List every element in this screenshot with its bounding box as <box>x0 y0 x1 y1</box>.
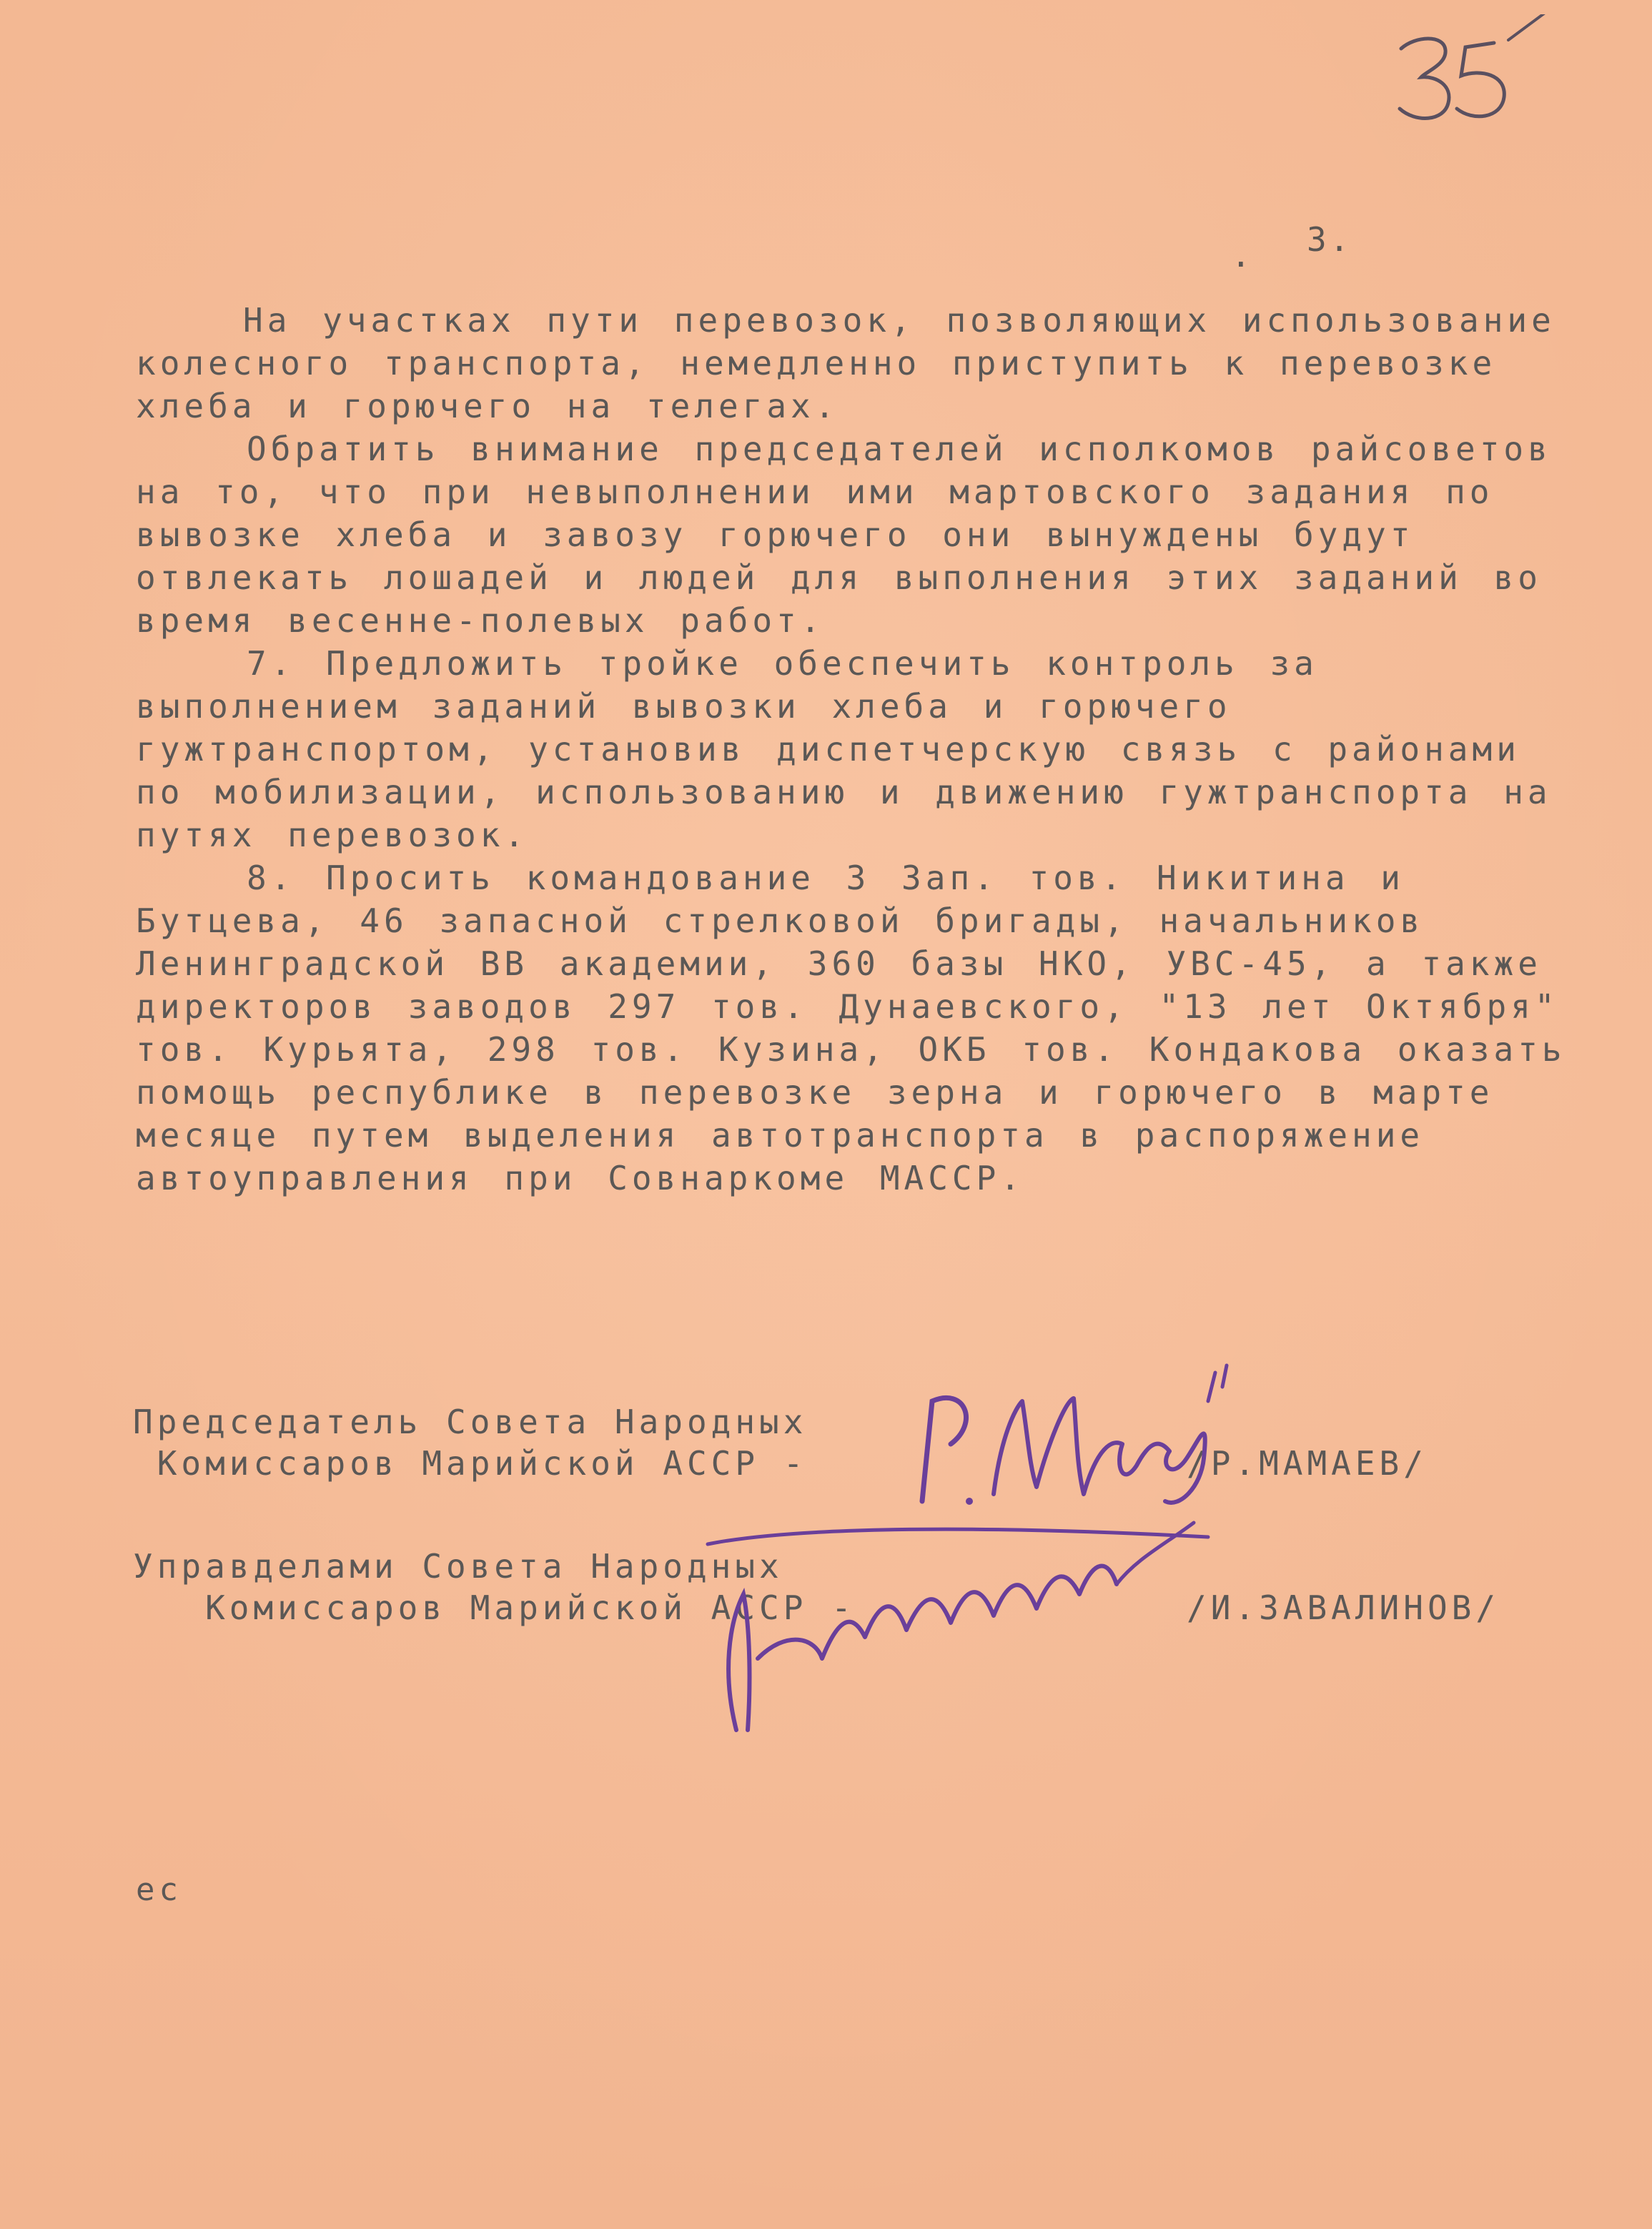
paragraph-wheeled-transport: На участках пути перевозок, позволяющих использование колесного транспорта, немедленно приступить к перевозке хлеба и горючего на телегах. <box>136 301 1555 425</box>
chair-title: Председатель Совета Народных Комиссаров Марийской АССР - <box>133 1403 808 1483</box>
paragraph-item-8: 8. Просить командование 3 Зап. тов. Никитина и Бутцева, 46 запасной стрелковой бригады, начальников Ленинградской ВВ академии, 360 базы НКО, УВС-45, а также директоров заводов 297 тов. Дунаевского, "13 лет Октября" тов. Курьята, 298 тов. Кузина, ОКБ тов. Кондакова оказать помощь республике в перевозке зерна и горючего в марте месяце путем выделения автотранспорта в распоряжение автоуправления при Совнаркоме МАССР. <box>136 859 1566 1197</box>
admin-title: Управделами Совета Народных Комиссаров Марийской АССР - <box>133 1547 856 1627</box>
paragraph-attention-chairmen: Обратить внимание председателей исполкомов райсоветов на то, что при невыполнении ими мартовского задания по вывозке хлеба и завозу горючего они вынуждены будут отвлекать лошадей и людей для выполнения этих заданий во время весенне-полевых работ. <box>136 430 1552 640</box>
paragraph-item-7: 7. Предложить тройке обеспечить контроль за выполнением заданий вывозки хлеба и горючего гужтранспортом, установив диспетчерскую связь с районами по мобилизации, использованию и движению гужтранспорта на путях перевозок. <box>136 644 1552 854</box>
signature-mamaev <box>908 1358 1280 1530</box>
handwritten-number-35 <box>1387 14 1558 143</box>
signature-zavalinov <box>679 1516 1265 1744</box>
chair-name: /Р.МАМАЕВ/ <box>1187 1444 1428 1483</box>
archive-sheet-number <box>1387 14 1558 143</box>
admin-name: /И.ЗАВАЛИНОВ/ <box>1187 1588 1500 1627</box>
typist-initials: ес <box>136 1872 182 1908</box>
page-number: 3. <box>1307 220 1352 259</box>
page-dot: . <box>1231 236 1251 275</box>
document-body <box>136 299 1580 1200</box>
